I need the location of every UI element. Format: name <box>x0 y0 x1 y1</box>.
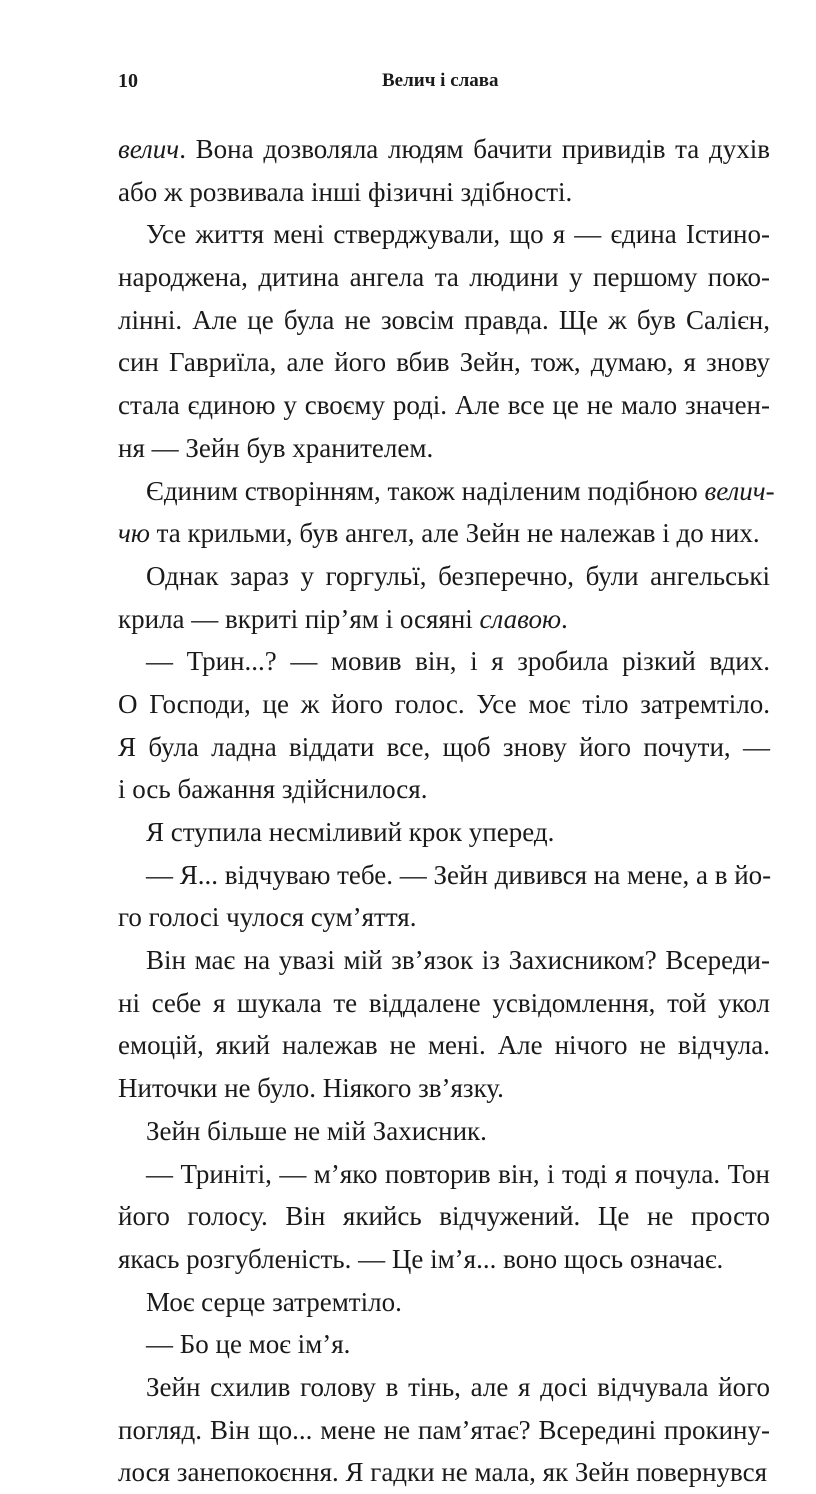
text-segment: Зейн більше не мій Захисник. <box>146 1115 487 1146</box>
page-number: 10 <box>118 70 138 92</box>
text-line <box>118 768 770 811</box>
text-segment: — Бо це моє ім’я. <box>146 1329 351 1360</box>
text-line <box>118 171 770 214</box>
text-line <box>118 128 770 171</box>
text-line <box>118 470 775 513</box>
text-line <box>118 427 770 470</box>
text-segment: стала єдиною у своєму роді. Але все це не мало значен- <box>118 390 770 421</box>
text-segment: та крильми, був ангел, але Зейн не належав і до них. <box>149 518 760 549</box>
text-segment: або ж розвивала інші фізичні здібності. <box>118 176 573 207</box>
text-line <box>118 1024 770 1067</box>
text-line <box>118 683 770 726</box>
text-line <box>118 1067 770 1110</box>
text-line <box>118 640 770 683</box>
text-line <box>118 213 770 256</box>
text-line <box>118 1409 770 1452</box>
text-line <box>118 854 770 897</box>
text-line <box>118 1238 770 1281</box>
text-segment: Я ступила несміливий крок уперед. <box>146 817 555 847</box>
text-segment: крила — вкриті пір’ям і осяяні <box>118 603 480 634</box>
text-line <box>118 896 770 939</box>
text-segment: погляд. Він що... мене не пам’ятає? Всередині прокину- <box>118 1414 770 1445</box>
text-segment: Зейн схилив голову в тінь, але я досі відчувала його <box>146 1371 770 1402</box>
text-segment: ня — Зейн був хранителем. <box>118 432 434 463</box>
text-line <box>118 512 770 555</box>
text-segment: народжена, дитина ангела та людини у першому поко- <box>118 262 770 293</box>
text-line <box>118 939 770 982</box>
text-segment: його голосу. Він якийсь відчужений. Це не просто <box>118 1201 770 1232</box>
italic-text: чю <box>118 518 150 549</box>
text-segment: якась розгубленість. — Це ім’я... воно щось означає. <box>118 1243 724 1274</box>
italic-text: велич- <box>704 475 775 506</box>
text-line <box>118 1110 770 1153</box>
text-segment: і ось бажання здійснилося. <box>118 774 428 805</box>
text-segment: . Вона дозволяла людям бачити привидів та духів <box>179 134 770 164</box>
text-segment: Усе життя мені стверджували, що я — єдина Істино- <box>146 219 770 250</box>
running-head <box>118 70 770 98</box>
italic-text: славою <box>479 603 562 634</box>
text-line <box>118 1451 770 1494</box>
text-segment: лося занепокоєння. Я гадки не мала, як Зейн повернувся <box>118 1457 768 1488</box>
text-segment: ні себе я шукала те віддалене усвідомлення, той укол <box>118 987 770 1018</box>
text-line <box>118 811 770 854</box>
text-line <box>118 555 770 598</box>
text-line <box>118 598 770 641</box>
text-segment: син Гавриїла, але його вбив Зейн, тож, думаю, я знову <box>118 347 770 378</box>
text-line <box>118 726 770 769</box>
text-segment: Єдиним створінням, також наділеним подібною <box>146 475 705 506</box>
text-segment: Моє серце затремтіло. <box>146 1286 402 1317</box>
text-segment: лінні. Але це була не зовсім правда. Ще ж був Салієн, <box>118 304 770 335</box>
text-segment: Я була ладна віддати все, щоб знову його почути, — <box>118 731 770 762</box>
text-line <box>118 341 770 384</box>
text-line <box>118 982 770 1025</box>
text-segment: Він має на увазі мій зв’язок із Захисником? Всереди- <box>146 945 770 976</box>
text-segment: емоцій, який належав не мені. Але нічого не відчула. <box>118 1030 770 1061</box>
italic-text: велич <box>118 134 180 164</box>
text-segment: — Триніті, — м’яко повторив він, і тоді я почула. Тон <box>146 1158 770 1189</box>
text-line <box>118 384 770 427</box>
running-title: Велич і слава <box>382 70 499 91</box>
text-segment: го голосі чулося сум’яття. <box>118 902 417 933</box>
text-line <box>118 256 770 299</box>
text-line <box>118 1195 770 1238</box>
text-segment: О Господи, це ж його голос. Усе моє тіло затремтіло. <box>118 688 770 719</box>
text-line <box>118 1153 770 1196</box>
text-segment: . <box>561 603 568 634</box>
body-text <box>118 128 775 1494</box>
text-segment: Однак зараз у горгульї, безперечно, були ангельські <box>146 560 770 591</box>
text-line <box>118 1281 770 1324</box>
text-line <box>118 1366 770 1409</box>
text-line <box>118 299 770 342</box>
text-segment: — Трин...? — мовив він, і я зробила різкий вдих. <box>146 646 770 677</box>
text-line <box>118 1323 770 1366</box>
text-segment: — Я... відчуваю тебе. — Зейн дивився на мене, а в йо- <box>146 859 772 890</box>
text-segment: Ниточки не було. Ніякого зв’язку. <box>118 1073 504 1104</box>
